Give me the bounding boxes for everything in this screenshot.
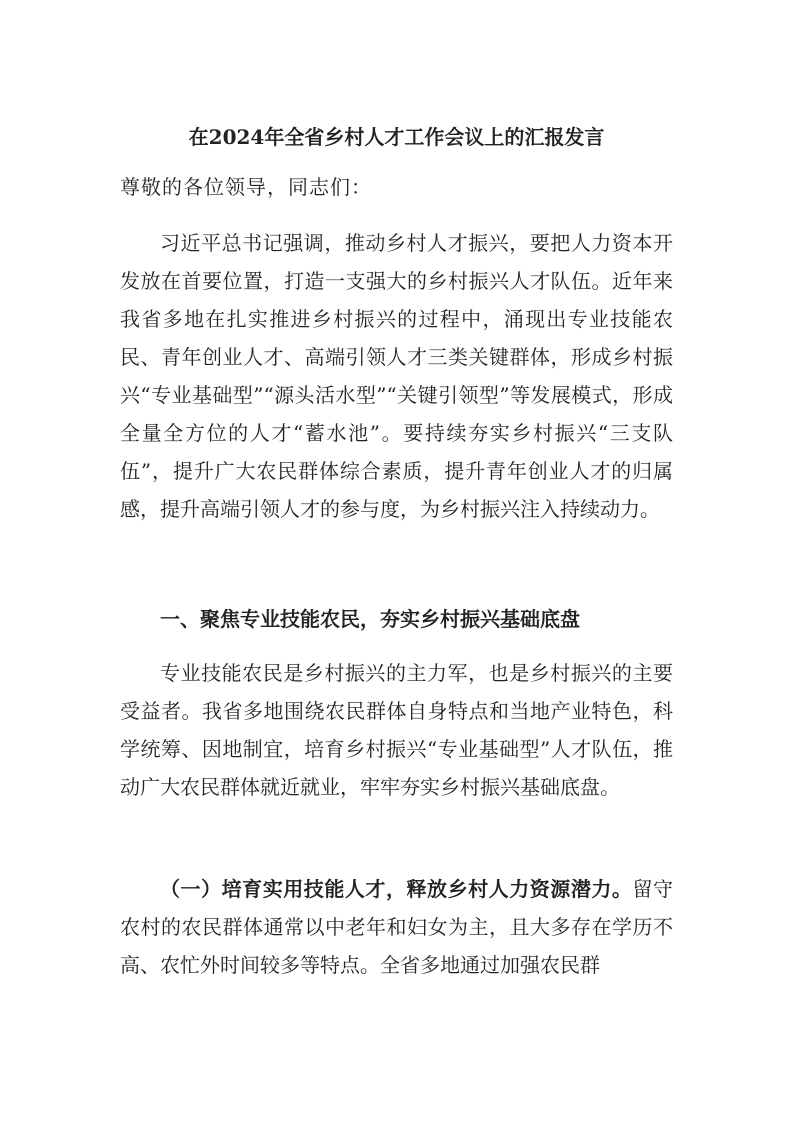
- section-heading-1: 一、聚焦专业技能农民，夯实乡村振兴基础底盘: [160, 607, 580, 631]
- document-title: 在2024年全省乡村人才工作会议上的汇报发言: [188, 125, 605, 149]
- subsection-1-lead: （一）培育实用技能人才，释放乡村人力资源潜力。: [160, 877, 633, 901]
- subsection-1-paragraph: [120, 870, 673, 984]
- subsection-1-body: 留守农村的农民群体通常以中老年和妇女为主，且大多存在学历不高、农忙外时间较多等特点。全省多地通过加强农民群: [120, 877, 674, 977]
- intro-paragraph: 习近平总书记强调，推动乡村人才振兴，要把人力资本开发放在首要位置，打造一支强大的乡村振兴人才队伍。近年来我省多地在扎实推进乡村振兴的过程中，涌现出专业技能农民、青年创业人才、高端引领人才三类关键群体，形成乡村振兴“专业基础型”“源头活水型”“关键引领型”等发展模式，形成全量全方位的人才“蓄水池”。要持续夯实乡村振兴“三支队伍”，提升广大农民群体综合素质，提升青年创业人才的归属感，提升高端引领人才的参与度，为乡村振兴注入持续动力。: [120, 231, 673, 521]
- section-1-paragraph: 专业技能农民是乡村振兴的主力军，也是乡村振兴的主要受益者。我省多地围绕农民群体自身特点和当地产业特色，科学统筹、因地制宜，培育乡村振兴“专业基础型”人才队伍，推动广大农民群体就近就业，牢牢夯实乡村振兴基础底盘。: [120, 661, 673, 799]
- greeting-line: 尊敬的各位领导，同志们：: [120, 175, 372, 199]
